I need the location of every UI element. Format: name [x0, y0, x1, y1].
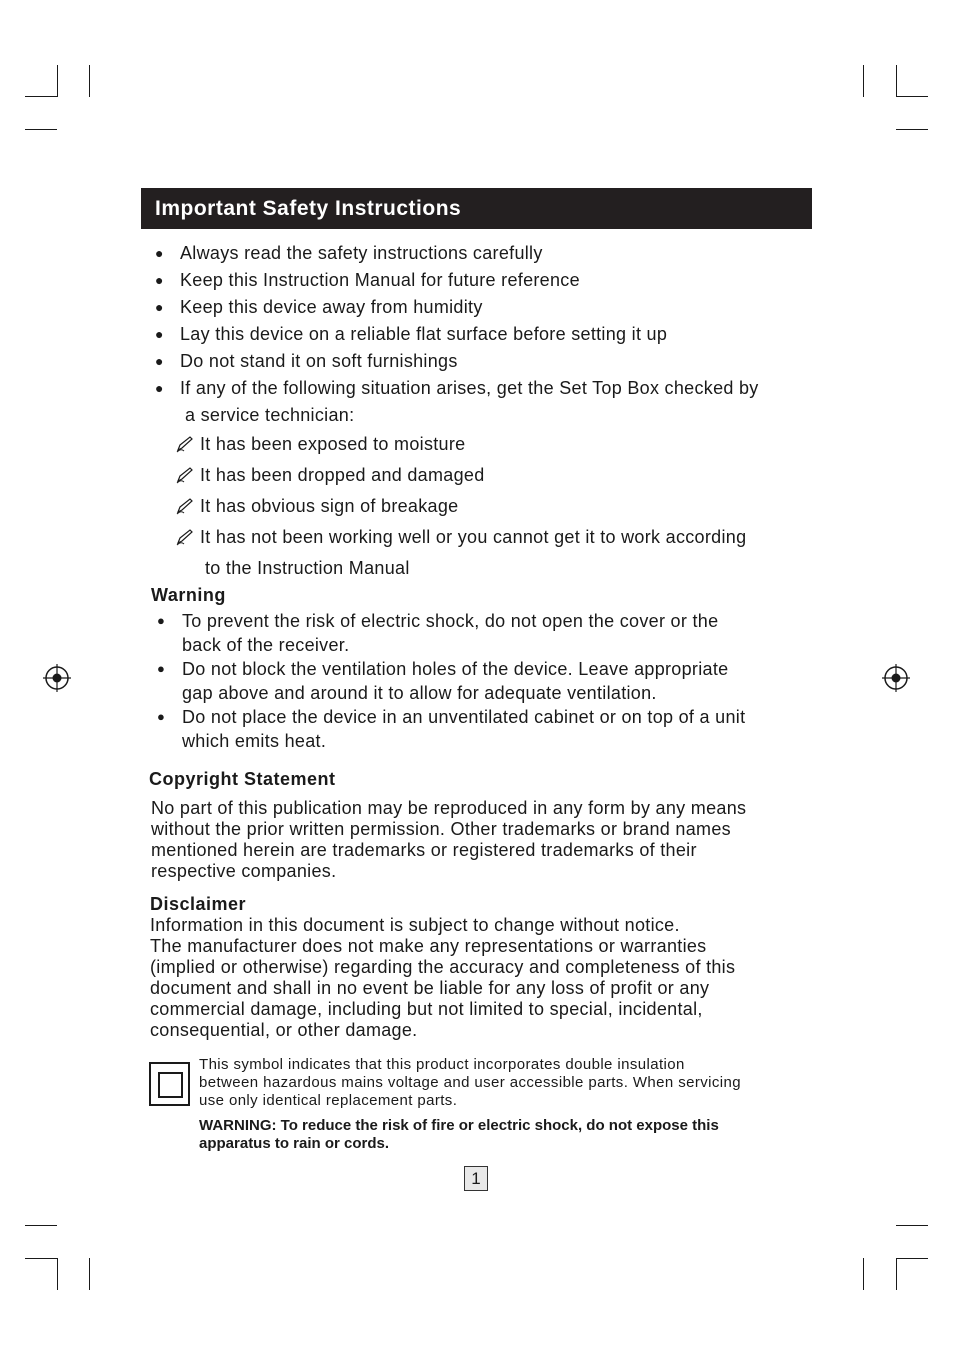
crop-mark [57, 65, 58, 97]
bullet-icon: ● [155, 272, 164, 288]
bullet-icon: ● [155, 353, 164, 369]
crop-mark [25, 129, 57, 130]
bullet-icon: ● [157, 661, 166, 676]
crop-mark [89, 65, 90, 97]
list-item: ● Do not block the ventilation holes of the device. Leave appropriate gap above and around it to allow for adequate ventilation. [157, 659, 729, 703]
crop-mark [89, 1258, 90, 1290]
list-item: It has obvious sign of breakage [176, 491, 836, 522]
crop-mark [25, 96, 57, 97]
list-item-continuation: to the Instruction Manual [205, 558, 410, 578]
double-insulation-icon [149, 1062, 190, 1106]
list-item: ● Always read the safety instructions carefully [155, 240, 835, 267]
copyright-paragraph: No part of this publication may be reproduced in any form by any means without the prior written permission. Other trademarks or brand names mentioned herein are trademarks or registered trademarks of their respective companies. [151, 798, 747, 881]
crop-mark [896, 1258, 897, 1290]
page-number: 1 [464, 1166, 488, 1191]
pen-icon [176, 466, 194, 484]
crop-mark [896, 1258, 928, 1259]
list-item: ● Do not stand it on soft furnishings [155, 348, 835, 375]
list-item: ● To prevent the risk of electric shock, do not open the cover or the back of the receiver. [157, 611, 719, 655]
warning-heading: Warning [151, 585, 226, 605]
list-item: It has been exposed to moisture [176, 429, 836, 460]
crop-mark [57, 1258, 58, 1290]
list-item: ● Keep this Instruction Manual for future reference [155, 267, 835, 294]
pen-icon [176, 528, 194, 546]
list-item: It has not been working well or you cannot get it to work according [176, 522, 836, 553]
disclaimer-paragraph: Information in this document is subject to change without notice. The manufacturer does not make any representations or warranties (implied or otherwise) regarding the accuracy and completeness of this document and shall in no event be liable for any loss of profit or any commercial damage, including but not limited to special, incidental, consequential, or other damage. [150, 915, 736, 1040]
symbol-note: This symbol indicates that this product incorporates double insulation between hazardous mains voltage and user accessible parts. When servicing use only identical replacement parts. [199, 1056, 741, 1109]
bullet-icon: ● [155, 299, 164, 315]
crop-mark [896, 96, 928, 97]
list-item: ● Lay this device on a reliable flat surface before setting it up [155, 321, 835, 348]
warning-list [157, 609, 837, 753]
bullet-icon: ● [155, 380, 164, 396]
registration-mark-icon [43, 664, 71, 692]
crop-mark [896, 65, 897, 97]
pen-icon [176, 435, 194, 453]
list-item: ● Do not place the device in an unventilated cabinet or on top of a unit which emits heat. [157, 707, 746, 751]
registration-mark-icon [882, 664, 910, 692]
crop-mark [25, 1225, 57, 1226]
sub-list [176, 429, 836, 583]
list-item: It has been dropped and damaged [176, 460, 836, 491]
crop-mark [25, 1258, 57, 1259]
bullet-icon: ● [155, 245, 164, 261]
disclaimer-heading: Disclaimer [150, 894, 247, 914]
bullet-icon: ● [157, 613, 166, 628]
bullet-icon: ● [157, 709, 166, 724]
crop-mark [863, 1258, 864, 1290]
fire-warning: WARNING: To reduce the risk of fire or electric shock, do not expose this apparatus to rain or cords. [199, 1117, 719, 1152]
crop-mark [896, 129, 928, 130]
page-title: Important Safety Instructions [141, 188, 812, 229]
list-item: ● If any of the following situation arises, get the Set Top Box checked by [155, 375, 835, 402]
copyright-heading: Copyright Statement [149, 769, 336, 789]
list-item: ● Keep this device away from humidity [155, 294, 835, 321]
crop-mark [896, 1225, 928, 1226]
safety-list [155, 240, 835, 429]
crop-mark [863, 65, 864, 97]
list-item-continuation: a service technician: [185, 405, 355, 425]
bullet-icon: ● [155, 326, 164, 342]
pen-icon [176, 497, 194, 515]
